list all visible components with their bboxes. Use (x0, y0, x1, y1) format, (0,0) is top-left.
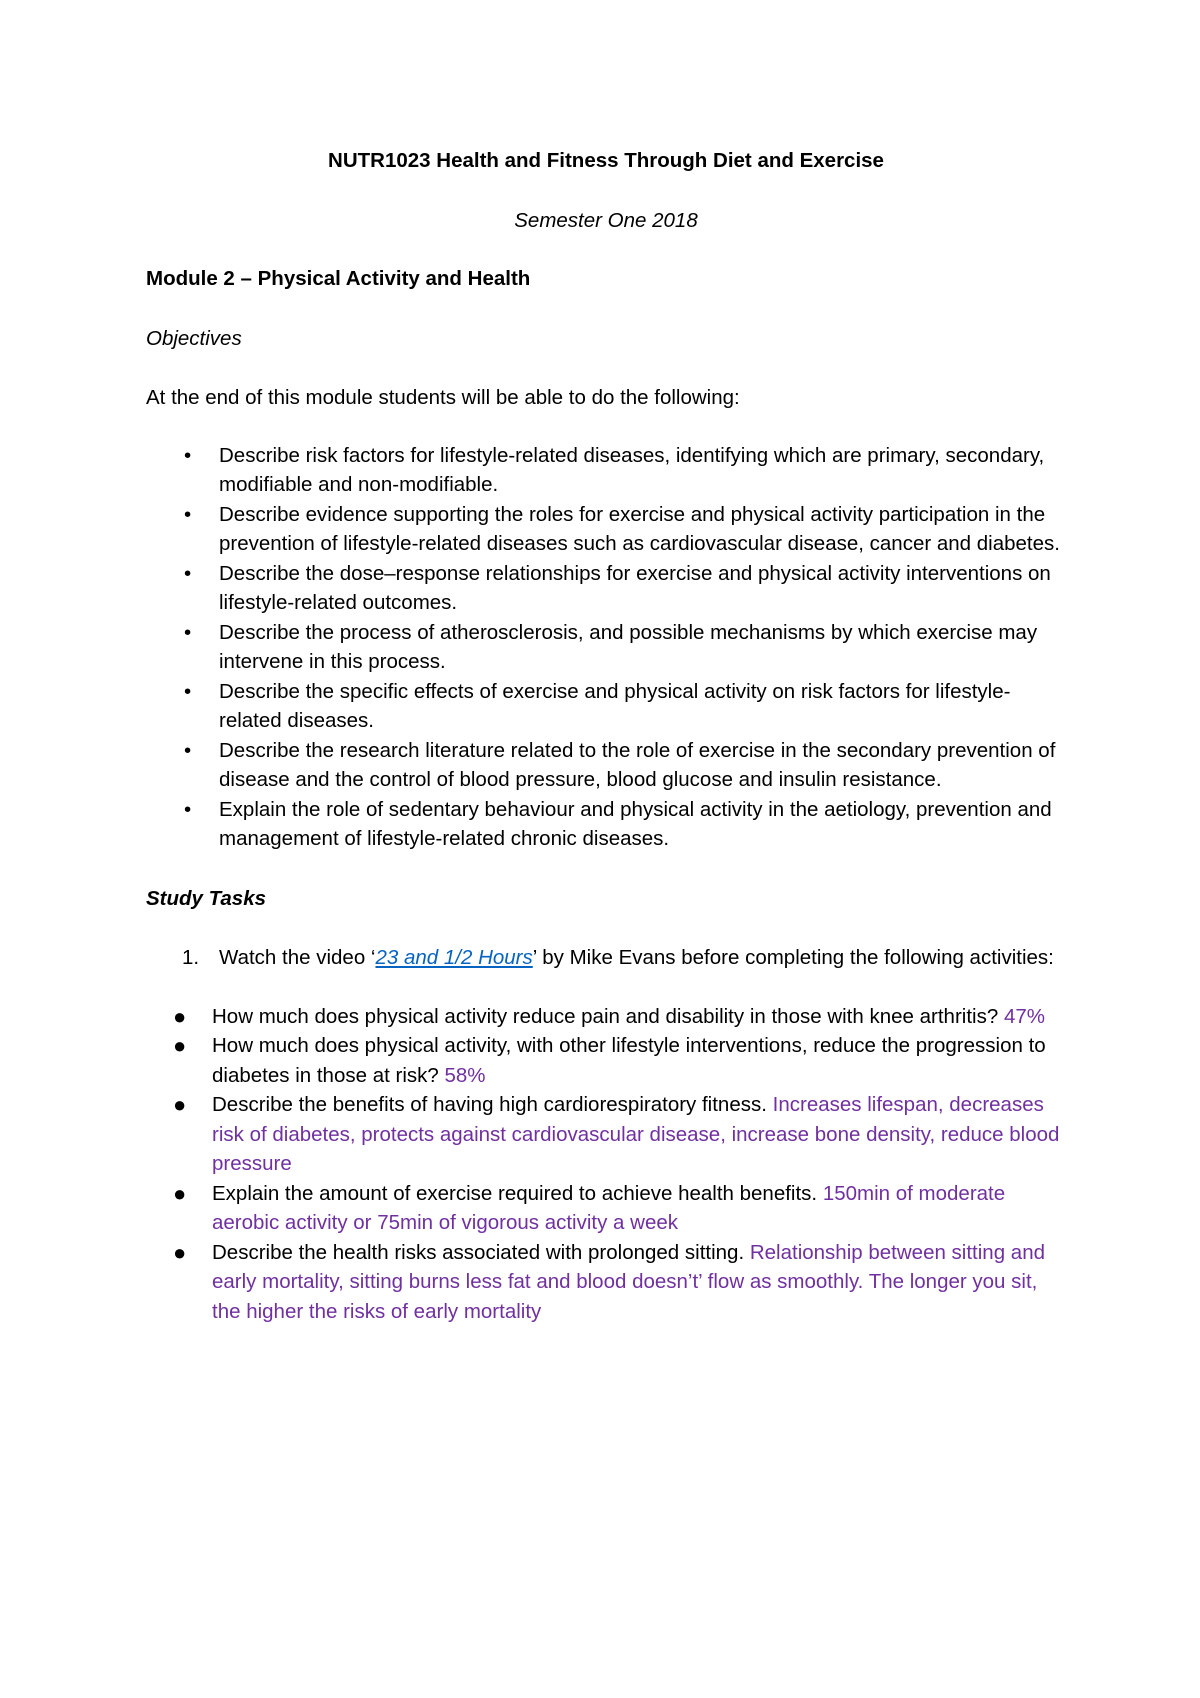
objectives-list (146, 441, 1066, 854)
objective-item (146, 795, 1066, 854)
question-item (146, 1179, 1066, 1238)
objective-item (146, 618, 1066, 677)
bullet-icon: • (184, 679, 192, 703)
bullet-icon: • (184, 561, 192, 585)
objective-text: Describe the research literature related to the role of exercise in the secondary prevention of disease and the control of blood pressure, blood glucose and insulin resistance. (219, 738, 1056, 791)
question-item (146, 1002, 1066, 1032)
video-link[interactable]: 23 and 1/2 Hours (375, 946, 533, 969)
bullet-icon: ● (173, 1033, 187, 1058)
question-text: How much does physical activity reduce pain and disability in those with knee arthritis? (212, 1004, 1004, 1028)
objective-text: Describe the specific effects of exercise and physical activity on risk factors for lifestyle-related diseases. (219, 679, 1011, 732)
objective-item (146, 441, 1066, 500)
objective-item (146, 677, 1066, 736)
objectives-label: Objectives (146, 326, 242, 350)
bullet-icon: ● (173, 1239, 187, 1265)
objective-item (146, 559, 1066, 618)
question-text: Describe the benefits of having high cardiorespiratory fitness. (212, 1093, 773, 1116)
semester-label: Semester One 2018 (514, 208, 698, 232)
tasks-list (146, 943, 1066, 973)
study-tasks-heading: Study Tasks (146, 886, 267, 910)
answer-text: 150min of moderate aerobic activity or 75min of vigorous activity a week (212, 1181, 1006, 1234)
questions-list (146, 1002, 1066, 1327)
objective-item (146, 736, 1066, 795)
objective-text: Explain the role of sedentary behaviour and physical activity in the aetiology, prevention and management of lifestyle-related chronic diseases. (219, 797, 1052, 850)
task-prefix: Watch the video ‘ (219, 946, 376, 969)
bullet-icon: • (184, 443, 192, 467)
bullet-icon: ● (173, 1003, 187, 1029)
objectives-intro: At the end of this module students will be able to do the following: (146, 386, 740, 409)
question-text: Explain the amount of exercise required to achieve health benefits. (212, 1181, 823, 1205)
document-page (146, 146, 1066, 1326)
answer-text: 47% (1003, 1004, 1045, 1028)
objective-text: Describe the process of atherosclerosis, and possible mechanisms by which exercise may intervene in this process. (219, 620, 1038, 673)
bullet-icon: • (184, 502, 192, 526)
answer-text: Relationship between sitting and early mortality, sitting burns less fat and blood doesn’t’ flow as smoothly. The longer you sit, the higher the risks of early mortality (212, 1240, 1046, 1323)
objective-text: Describe the dose–response relationships for exercise and physical activity interventions on lifestyle-related outcomes. (219, 561, 1051, 614)
question-text: How much does physical activity, with other lifestyle interventions, reduce the progression to diabetes in those at risk? (212, 1034, 1046, 1087)
question-item (146, 1090, 1066, 1179)
course-title: NUTR1023 Health and Fitness Through Diet and Exercise (328, 149, 884, 172)
answer-text: 58% (444, 1063, 486, 1087)
answer-text: Increases lifespan, decreases risk of diabetes, protects against cardiovascular disease, increase bone density, reduce blood pressure (212, 1093, 1060, 1175)
bullet-icon: • (184, 738, 192, 762)
question-item (146, 1238, 1066, 1327)
bullet-icon: • (184, 797, 192, 821)
bullet-icon: ● (173, 1092, 187, 1117)
module-heading: Module 2 – Physical Activity and Health (146, 267, 531, 290)
question-text: Describe the health risks associated with prolonged sitting. (212, 1240, 750, 1264)
task-suffix: ’ by Mike Evans before completing the following activities: (532, 946, 1054, 969)
question-item (146, 1031, 1066, 1090)
task-item (146, 943, 1066, 973)
objective-text: Describe evidence supporting the roles for exercise and physical activity participation in the prevention of lifestyle-related diseases such as cardiovascular disease, cancer and diabetes. (219, 502, 1060, 555)
objective-text: Describe risk factors for lifestyle-related diseases, identifying which are primary, secondary, modifiable and non-modifiable. (219, 443, 1045, 496)
objective-item (146, 500, 1066, 559)
bullet-icon: ● (173, 1180, 187, 1206)
task-number: 1. (182, 946, 200, 969)
bullet-icon: • (184, 620, 192, 644)
